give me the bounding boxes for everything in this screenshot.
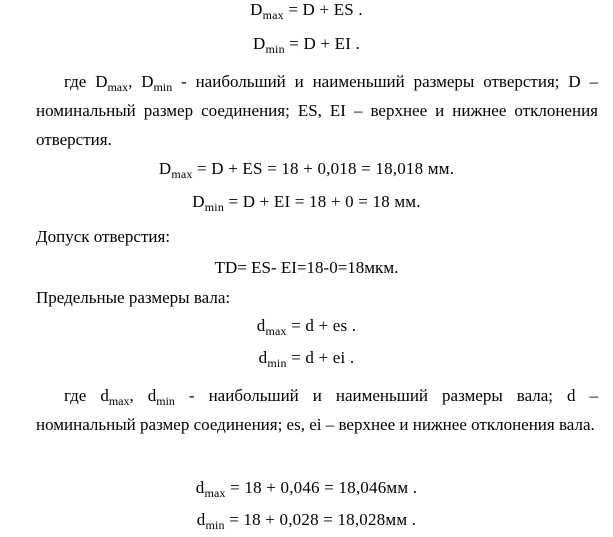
calc-shaft-dmax: $d_{max} = 18 + 0,046 = 18,046мм$ . xyxy=(195,478,418,500)
calc-shaft-dmin: $d_{min} = 18 + 0,028 = 18,028мм$ . xyxy=(196,510,417,532)
shaft-label: Предельные размеры вала: xyxy=(36,288,231,307)
tolerance-formula: TD= ES- EI=18-0=18мкм. xyxy=(214,258,399,277)
formula-shaft-dmin: $d_{min} = d$ + ei . xyxy=(258,348,355,370)
formula-dmax: $D_{max} = D$ + ES . xyxy=(250,0,363,22)
tolerance-label: Допуск отверстия: xyxy=(36,227,171,246)
calc-dmin: $D_{min} = D$ + EI = 18 + 0 = 18 мм. xyxy=(192,192,421,214)
calc-dmax: $D_{max} = D$ + ES = 18 + 0,018 = 18,018 мм. xyxy=(158,159,455,181)
formula-shaft-dmax: $d_{max} = d$ + es . xyxy=(256,316,357,338)
hole-description-paragraph: где $D_{max}$, $D_{min}$ - наибольший и наименьший размеры отверстия; D – номинальный размер соединения; ES, EI – верхнее и нижнее отклонения отверстия. xyxy=(36,72,598,149)
formula-dmin: $D_{min} = D$ + EI . xyxy=(253,34,360,56)
shaft-description-paragraph: где $d_{max}$, $d_{min}$ - наибольший и наименьший размеры вала; d – номинальный размер соединения; es, ei – верхнее и нижнее отклонения вала. xyxy=(36,386,599,434)
